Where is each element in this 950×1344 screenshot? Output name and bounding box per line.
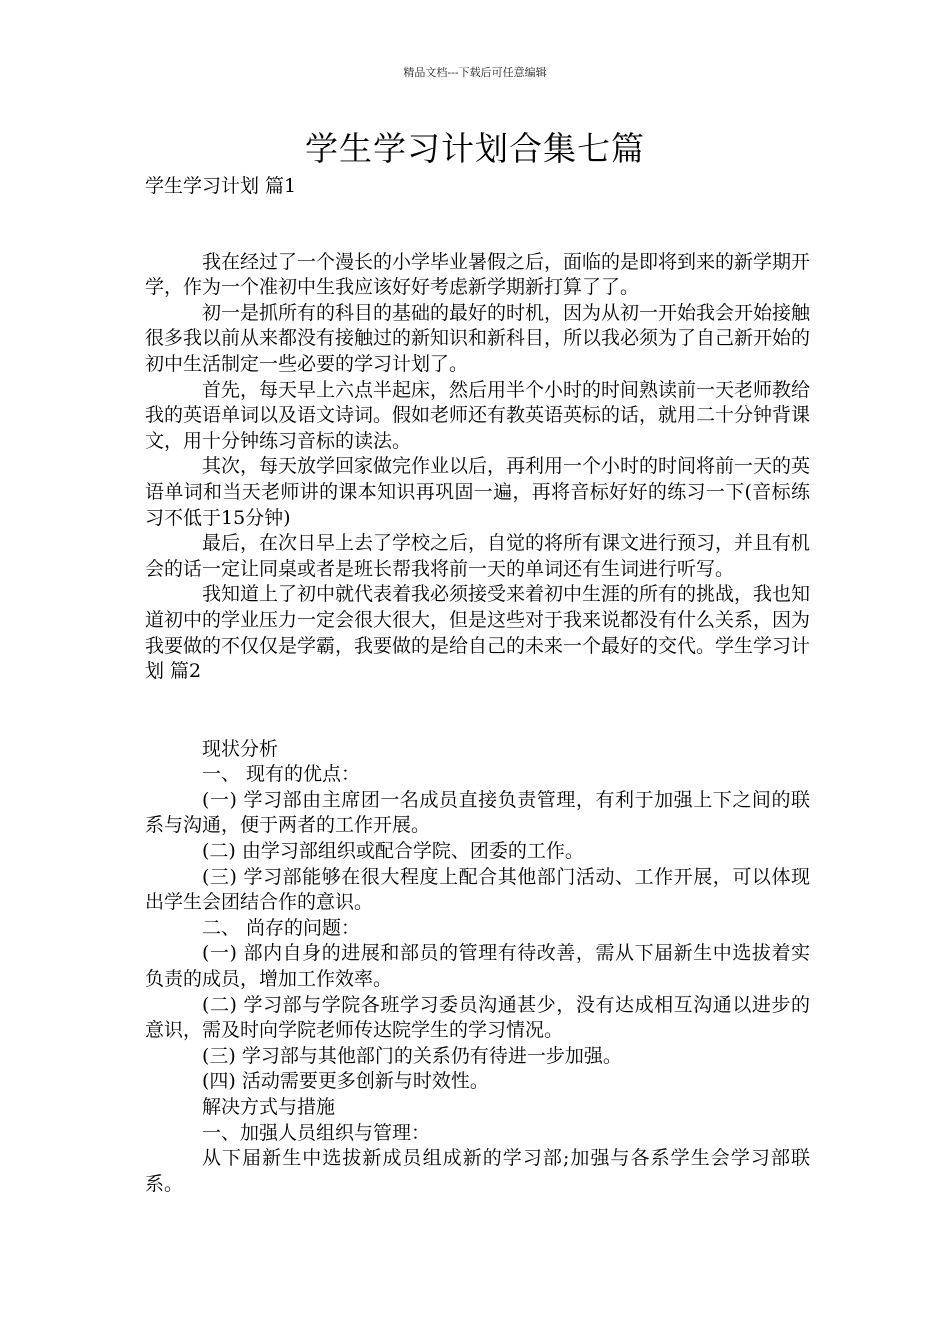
paragraph: 一、加强人员组织与管理： [202,1121,431,1144]
paragraph: (三) 学习部与其他部门的关系仍有待进一步加强。 [202,1044,622,1067]
paragraph: 其次，每天放学回家做完作业以后，再利用一个小时的时间将前一天的英语单词和当天老师讲的课本知识再巩固一遍，再将音标好好的练习一下(音标练习不低于15分钟) [145,455,811,529]
paragraph: 解决方式与措施 [202,1096,336,1118]
document-title: 学生学习计划合集七篇 [305,129,645,168]
paragraph: (三) 学习部能够在很大程度上配合其他部门活动、工作开展，可以体现出学生会团结合作的意识。 [145,865,810,914]
spacer [145,685,810,737]
section-heading: 学生学习计划 篇1 [145,175,297,197]
paragraph: 初一是抓所有的科目的基础的最好的时机，因为从初一开始我会开始接触很多我以前从来都没有接触过的新知识和新科目，所以我必须为了自己新开始的初中生活制定一些必要的学习计划了。 [145,301,811,375]
paragraph: 一、 现有的优点： [202,763,361,786]
paragraph: 二、 尚存的问题： [202,916,361,939]
document-body [145,174,810,1197]
paragraph: 从下届新生中选拔新成员组成新的学习部;加强与各系学生会学习部联系。 [145,1147,810,1195]
paragraph: (一) 学习部由主席团一名成员直接负责管理，有利于加强上下之间的联系与沟通，便于两者的工作开展。 [145,788,810,837]
paragraph: 首先，每天早上六点半起床，然后用半个小时的时间熟读前一天老师教给我的英语单词以及语文诗词。假如老师还有教英语英标的话，就用二十分钟背课文，用十分钟练习音标的读法。 [145,378,811,452]
paragraph: 我知道上了初中就代表着我必须接受来着初中生涯的所有的挑战，我也知道初中的学业压力一定会很大很大，但是这些对于我来说都没有什么关系，因为我要做的不仅仅是学霸，我要做的是给自己的未来一个最好的交代。学生学习计划 篇2 [145,583,811,683]
paragraph: 我在经过了一个漫长的小学毕业暑假之后，面临的是即将到来的新学期开学，作为一个准初中生我应该好好考虑新学期新打算了了。 [145,250,811,299]
page-header: 精品文档---下载后可任意编辑 [403,66,547,79]
paragraph: 最后，在次日早上去了学校之后，自觉的将所有课文进行预习，并且有机会的话一定让同桌或者是班长帮我将前一天的单词还有生词进行听写。 [145,532,811,580]
paragraph: (二) 学习部与学院各班学习委员沟通甚少，没有达成相互沟通以进步的意识，需及时向学院老师传达院学生的学习情况。 [145,993,810,1042]
paragraph: 现状分析 [202,737,279,760]
paragraph: (一) 部内自身的进展和部员的管理有待改善，需从下届新生中选拔着实负责的成员，增加工作效率。 [145,942,810,991]
spacer [145,200,810,250]
paragraph: (四) 活动需要更多创新与时效性。 [202,1070,489,1093]
paragraph: (二) 由学习部组织或配合学院、团委的工作。 [202,840,584,863]
